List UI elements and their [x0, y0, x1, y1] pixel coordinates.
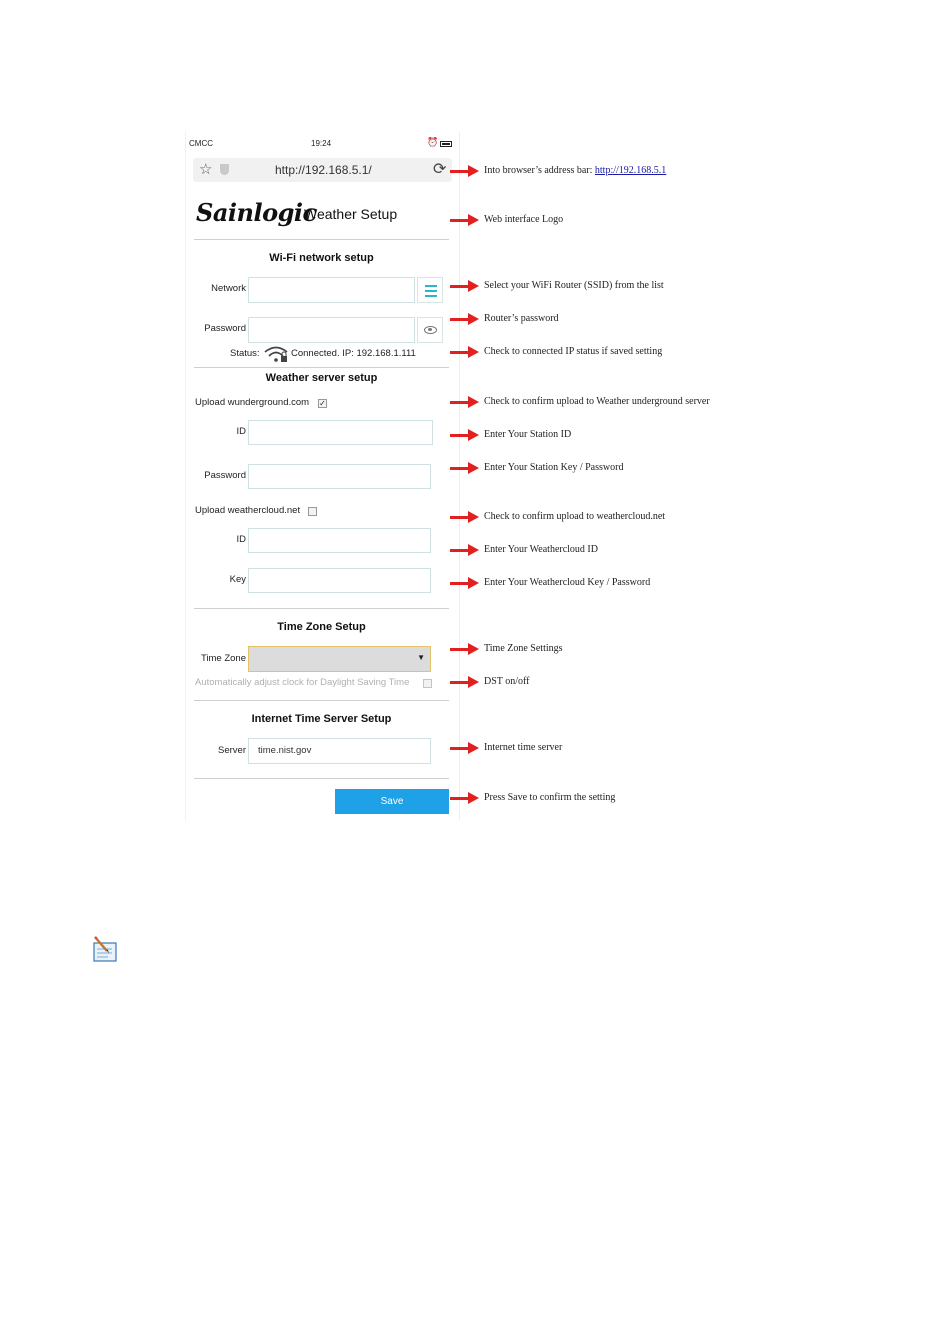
- red-arrow-icon: [450, 164, 480, 178]
- red-arrow-icon: [450, 461, 480, 475]
- network-list-button[interactable]: [417, 277, 443, 303]
- annotation-text: Router’s password: [484, 313, 559, 324]
- phone-status-bar: [186, 136, 459, 150]
- show-password-button[interactable]: [417, 317, 443, 343]
- red-arrow-icon: [450, 741, 480, 755]
- annotation-text: Check to confirm upload to weathercloud.net: [484, 511, 666, 522]
- connection-status-text: Connected. IP: 192.168.1.111: [291, 348, 416, 359]
- wc-id-label: ID: [236, 534, 246, 545]
- red-arrow-icon: [450, 510, 480, 524]
- weathercloud-checkbox[interactable]: [308, 507, 317, 516]
- annotation-text: Enter Your Weathercloud Key / Password: [484, 577, 651, 588]
- wu-id-label: ID: [236, 426, 246, 437]
- weather-section-title: Weather server setup: [265, 372, 378, 384]
- network-input[interactable]: [248, 277, 415, 303]
- wifi-password-input[interactable]: [248, 317, 415, 343]
- dropdown-caret-icon: ▼: [417, 653, 425, 662]
- annotation-text: Press Save to confirm the setting: [484, 792, 616, 803]
- annotation-text: DST on/off: [484, 676, 530, 687]
- phone-screenshot: [185, 132, 460, 820]
- annotation-text: Select your WiFi Router (SSID) from the list: [484, 280, 664, 291]
- red-arrow-icon: [450, 675, 480, 689]
- red-arrow-icon: [450, 791, 480, 805]
- red-arrow-icon: [450, 642, 480, 656]
- save-button[interactable]: Save: [335, 789, 449, 814]
- timezone-label: Time Zone: [200, 653, 246, 664]
- reload-icon[interactable]: ⟳: [433, 161, 447, 178]
- wu-station-id-input[interactable]: [248, 420, 433, 445]
- shield-icon: [220, 164, 229, 175]
- red-arrow-icon: [450, 312, 480, 326]
- ntp-section-title: Internet Time Server Setup: [251, 713, 392, 725]
- server-label: Server: [218, 745, 246, 756]
- carrier-label: CMCC: [189, 139, 213, 148]
- wunderground-checkbox[interactable]: ✓: [319, 399, 326, 408]
- annotation-text: Check to confirm upload to Weather underground server: [484, 396, 710, 407]
- red-arrow-icon: [450, 345, 480, 359]
- wc-key-label: Key: [229, 574, 246, 585]
- annotation-text: Enter Your Weathercloud ID: [484, 544, 598, 555]
- annotation-text: Enter Your Station ID: [484, 429, 572, 440]
- dst-checkbox[interactable]: [423, 679, 432, 688]
- wunderground-label: Upload wunderground.com: [195, 397, 310, 408]
- annotation-text: Check to connected IP status if saved setting: [484, 346, 663, 357]
- star-icon[interactable]: ☆: [199, 161, 213, 178]
- divider: [194, 700, 449, 701]
- status-time: 19:24: [311, 139, 332, 148]
- annotation-text: Enter Your Station Key / Password: [484, 462, 624, 473]
- battery-icon: [440, 141, 452, 147]
- annotation-link[interactable]: http://192.168.5.1: [594, 165, 667, 176]
- dst-label: Automatically adjust clock for Daylight Saving Time: [195, 677, 410, 688]
- logo-subtitle: Weather Setup: [304, 206, 398, 222]
- wc-id-input[interactable]: [248, 528, 431, 553]
- browser-address-bar[interactable]: [193, 158, 452, 182]
- divider: [194, 608, 449, 609]
- ntp-server-input[interactable]: time.nist.gov: [248, 738, 431, 764]
- timezone-section-title: Time Zone Setup: [277, 621, 366, 633]
- wifi-locked-icon: [264, 345, 288, 363]
- red-arrow-icon: [450, 279, 480, 293]
- annotation-text: Internet time server: [484, 742, 563, 753]
- wu-password-label: Password: [204, 470, 246, 481]
- wu-station-key-input[interactable]: [248, 464, 431, 489]
- eye-icon: [424, 326, 437, 334]
- divider: [194, 778, 449, 779]
- red-arrow-icon: [450, 395, 480, 409]
- timezone-select[interactable]: [248, 646, 431, 672]
- alarm-icon: ⏰: [427, 137, 439, 147]
- wifi-section-title: Wi-Fi network setup: [269, 252, 374, 264]
- divider: [194, 367, 449, 368]
- status-label: Status:: [230, 348, 260, 359]
- weathercloud-label: Upload weathercloud.net: [195, 505, 301, 516]
- annotation-text: Time Zone Settings: [484, 643, 563, 654]
- notepad-pencil-icon: [90, 934, 120, 964]
- red-arrow-icon: [450, 213, 480, 227]
- annotation-text: Web interface Logo: [484, 214, 564, 225]
- sainlogic-logo: Sainlogic: [196, 198, 317, 227]
- divider: [194, 239, 449, 240]
- red-arrow-icon: [450, 576, 480, 590]
- url-text[interactable]: http://192.168.5.1/: [275, 163, 372, 177]
- wifi-password-label: Password: [204, 323, 246, 334]
- network-label: Network: [211, 283, 246, 294]
- red-arrow-icon: [450, 543, 480, 557]
- annotation-text: Into browser’s address bar:: [484, 165, 595, 176]
- wc-key-input[interactable]: [248, 568, 431, 593]
- red-arrow-icon: [450, 428, 480, 442]
